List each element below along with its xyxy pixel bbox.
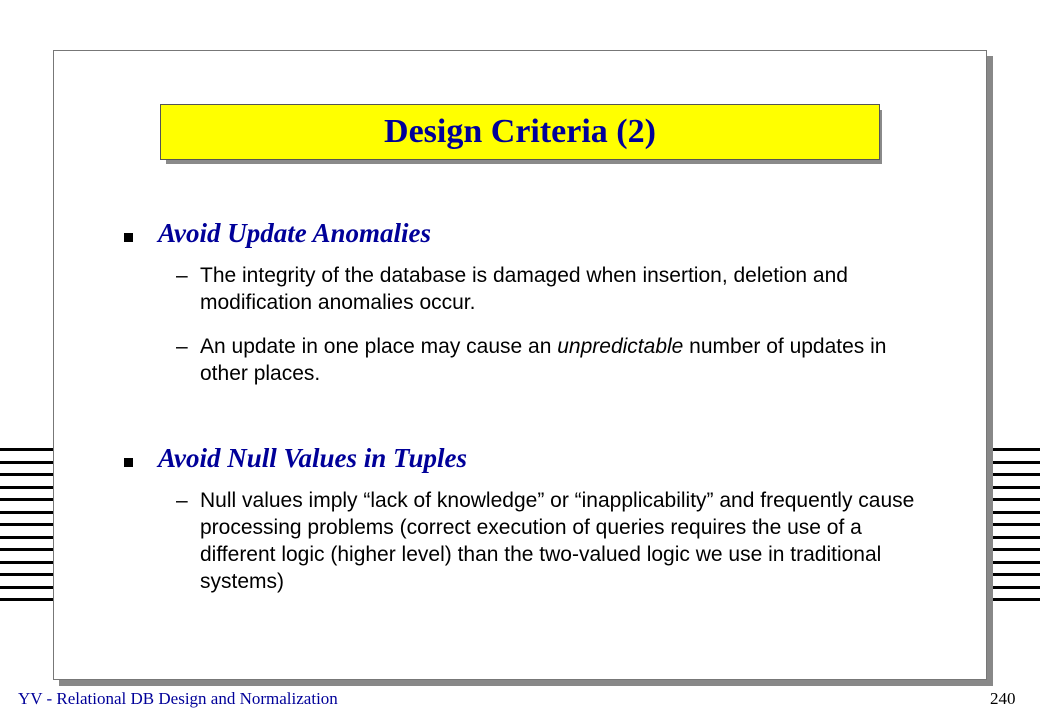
left-decorative-stripes xyxy=(0,448,53,611)
text-after-emphasis: number of updates in other places. xyxy=(200,335,887,385)
list-item xyxy=(176,333,916,387)
slide-title: Design Criteria (2) xyxy=(384,113,656,150)
list-item xyxy=(176,487,916,595)
section-heading-null-values: Avoid Null Values in Tuples xyxy=(158,443,468,473)
footer-course-title: YV - Relational DB Design and Normalization xyxy=(18,689,338,708)
section-heading-update-anomalies: Avoid Update Anomalies xyxy=(158,218,431,248)
dash-marker: – xyxy=(176,264,188,287)
text-before-emphasis: An update in one place may cause an xyxy=(200,335,558,358)
list-item-text: Null values imply “lack of knowledge” or “inapplicability” and frequently cause processing problems (correct execution of queries requires the use of a different logic (higher level) than the two-valued logic we use in traditional systems) xyxy=(200,489,915,593)
list-item-text: The integrity of the database is damaged when insertion, deletion and modification anomalies occur. xyxy=(200,264,848,314)
title-box xyxy=(160,104,880,160)
dash-marker: – xyxy=(176,335,188,358)
dash-marker: – xyxy=(176,489,188,512)
emphasis-text: unpredictable xyxy=(557,335,684,358)
page-number: 240 xyxy=(990,689,1016,708)
right-decorative-stripes xyxy=(988,448,1040,611)
list-item-text xyxy=(200,333,916,387)
list-item xyxy=(176,262,916,316)
